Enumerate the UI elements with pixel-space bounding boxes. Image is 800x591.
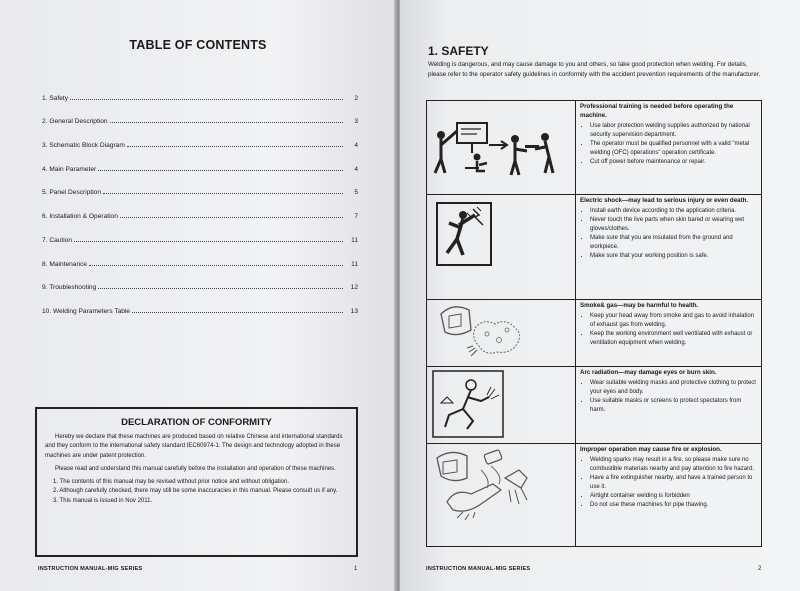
declaration-box <box>35 407 358 557</box>
safety-row <box>427 195 762 300</box>
fire-explosion-icon <box>427 444 575 546</box>
toc-list <box>42 78 358 315</box>
toc-page-number: 3 <box>354 118 358 126</box>
safety-row-title: Smoke& gas—may be harmful to health. <box>580 302 699 309</box>
arc-radiation-illustration <box>427 367 576 444</box>
toc-leader <box>132 312 343 313</box>
safety-bullet: • Make sure that your working position is safe. <box>590 252 758 261</box>
smoke-gas-illustration <box>427 300 576 367</box>
safety-table <box>426 100 762 547</box>
toc-label: 5. Panel Description <box>42 189 102 197</box>
safety-bullet: • Cut off power before maintenance or repair. <box>590 158 758 167</box>
toc-page-number: 11 <box>351 236 358 244</box>
safety-bullet: • Use suitable masks or screens to protect spectators from harm. <box>590 397 758 415</box>
safety-row-title: Professional training is needed before operating the machine. <box>580 103 734 119</box>
safety-row <box>427 300 762 367</box>
declaration-paragraph: Hereby we declare that these machines are produced based on relative Chinese and international standards and they conform to the international safety standard IEC60974-1. The design and technology adopted in these machines are under patent protection. <box>45 434 343 459</box>
toc-leader <box>110 122 343 123</box>
arc-radiation-icon <box>427 367 575 443</box>
toc-item[interactable] <box>42 244 358 268</box>
safety-bullet: • The operator must be qualified personnel with a valid "metal welding (OFC) operations" operation certificate. <box>590 140 758 158</box>
left-footer: INSTRUCTION MANUAL-MIG SERIES <box>38 566 143 572</box>
safety-bullet: • Keep the working environment well ventilated with exhaust or ventilation equipment when welding. <box>590 330 758 348</box>
safety-bullets <box>580 312 758 348</box>
safety-row-title: Electric shock—may lead to serious injury or even death. <box>580 197 749 204</box>
safety-bullets <box>580 456 758 510</box>
toc-item[interactable] <box>42 102 358 126</box>
safety-row-title: Improper operation may cause fire or explosion. <box>580 446 722 453</box>
safety-bullet: • Never touch the live parts when skin bared or wearing wet gloves/clothes. <box>590 216 758 234</box>
toc-item[interactable] <box>42 173 358 197</box>
toc-leader <box>70 99 343 100</box>
electric-shock-icon <box>427 195 575 299</box>
safety-bullet: • Wear suitable welding masks and protective clothing to protect your eyes and body. <box>590 379 758 397</box>
toc-item[interactable] <box>42 291 358 315</box>
safety-bullet: • Keep your head away from smoke and gas to avoid inhalation of exhaust gas from welding. <box>590 312 758 330</box>
left-page <box>0 0 396 591</box>
toc-label: 7. Caution <box>42 236 73 244</box>
toc-leader <box>98 170 343 171</box>
toc-page-number: 7 <box>354 213 358 221</box>
safety-text <box>576 195 762 300</box>
safety-row <box>427 444 762 547</box>
right-page <box>400 0 800 591</box>
toc-item[interactable] <box>42 220 358 244</box>
safety-bullet: • Install earth device according to the application criteria. <box>590 207 758 216</box>
declaration-note: 3. This manual is issued in Nov 2011. <box>53 497 153 504</box>
fire-explosion-illustration <box>427 444 576 547</box>
smoke-gas-icon <box>427 300 575 366</box>
toc-leader <box>120 217 343 218</box>
safety-text <box>576 300 762 367</box>
declaration-notes <box>45 478 350 506</box>
toc-label: 10. Welding Parameters Table <box>42 307 131 315</box>
toc-label: 8. Maintenance <box>42 260 88 268</box>
electric-shock-illustration <box>427 195 576 300</box>
toc-label: 2. General Description <box>42 118 108 126</box>
toc-leader <box>127 146 343 147</box>
left-page-number: 1 <box>354 566 358 572</box>
training-icon <box>427 101 575 194</box>
toc-title: TABLE OF CONTENTS <box>129 38 267 52</box>
section-intro: Welding is dangerous, and may cause damage to you and others, so take good protection when welding. For details, please refer to the operator safety guidelines in conformity with the accident prevention requirements of the manufacturer. <box>428 61 761 78</box>
toc-item[interactable] <box>42 78 358 102</box>
right-footer: INSTRUCTION MANUAL-MIG SERIES <box>426 566 531 572</box>
toc-label: 6. Installation & Operation <box>42 213 118 221</box>
safety-text <box>576 367 762 444</box>
right-page-number: 2 <box>758 566 762 572</box>
toc-leader <box>103 193 343 194</box>
safety-bullet: • Welding sparks may result in a fire, so please make sure no combustible materials nearby and pay attention to fire hazard. <box>590 456 758 474</box>
toc-label: 9. Troubleshooting <box>42 284 97 292</box>
toc-page-number: 4 <box>354 142 358 150</box>
toc-page-number: 13 <box>350 307 358 315</box>
safety-text <box>576 444 762 547</box>
safety-bullets <box>580 207 758 261</box>
safety-bullets <box>580 122 758 167</box>
safety-row <box>427 101 762 195</box>
toc-page-number: 4 <box>354 165 358 173</box>
toc-label: 1. Safety <box>42 94 69 102</box>
declaration-title: DECLARATION OF CONFORMITY <box>121 417 272 428</box>
toc-item[interactable] <box>42 196 358 220</box>
section-title: 1. SAFETY <box>428 44 489 58</box>
declaration-paragraph: Please read and understand this manual carefully before the installation and operation of these machines. <box>55 465 336 472</box>
safety-bullet: • Airtight container welding is forbidden <box>590 492 758 501</box>
safety-bullet: • Have a fire extinguisher nearby, and have a trained person to use it. <box>590 474 758 492</box>
toc-leader <box>89 265 343 266</box>
toc-item[interactable] <box>42 268 358 292</box>
toc-label: 3. Schematic Block Diagram <box>42 142 125 150</box>
toc-leader <box>98 288 343 289</box>
toc-item[interactable] <box>42 149 358 173</box>
declaration-note: 1. The contents of this manual may be revised without prior notice and without obligation. <box>53 479 290 486</box>
safety-bullets <box>580 379 758 415</box>
safety-bullet: • Do not use these machines for pipe thawing. <box>590 501 758 510</box>
toc-label: 4. Main Parameter <box>42 165 97 173</box>
safety-bullet: • Use labor protection welding supplies authorized by national security supervision department. <box>590 122 758 140</box>
toc-leader <box>74 241 343 242</box>
toc-page-number: 5 <box>354 189 358 197</box>
toc-page-number: 2 <box>354 94 358 102</box>
safety-text <box>576 101 762 195</box>
toc-page-number: 12 <box>350 284 358 292</box>
training-illustration <box>427 101 576 195</box>
safety-row-title: Arc radiation—may damage eyes or burn skin. <box>580 369 717 376</box>
safety-row <box>427 367 762 444</box>
declaration-note: 2. Although carefully checked, there may still be some inaccuracies in this manual. Please consult us if any. <box>53 488 338 495</box>
toc-page-number: 11 <box>351 260 358 268</box>
safety-bullet: • Make sure that you are insulated from the ground and workpiece. <box>590 234 758 252</box>
toc-item[interactable] <box>42 125 358 149</box>
